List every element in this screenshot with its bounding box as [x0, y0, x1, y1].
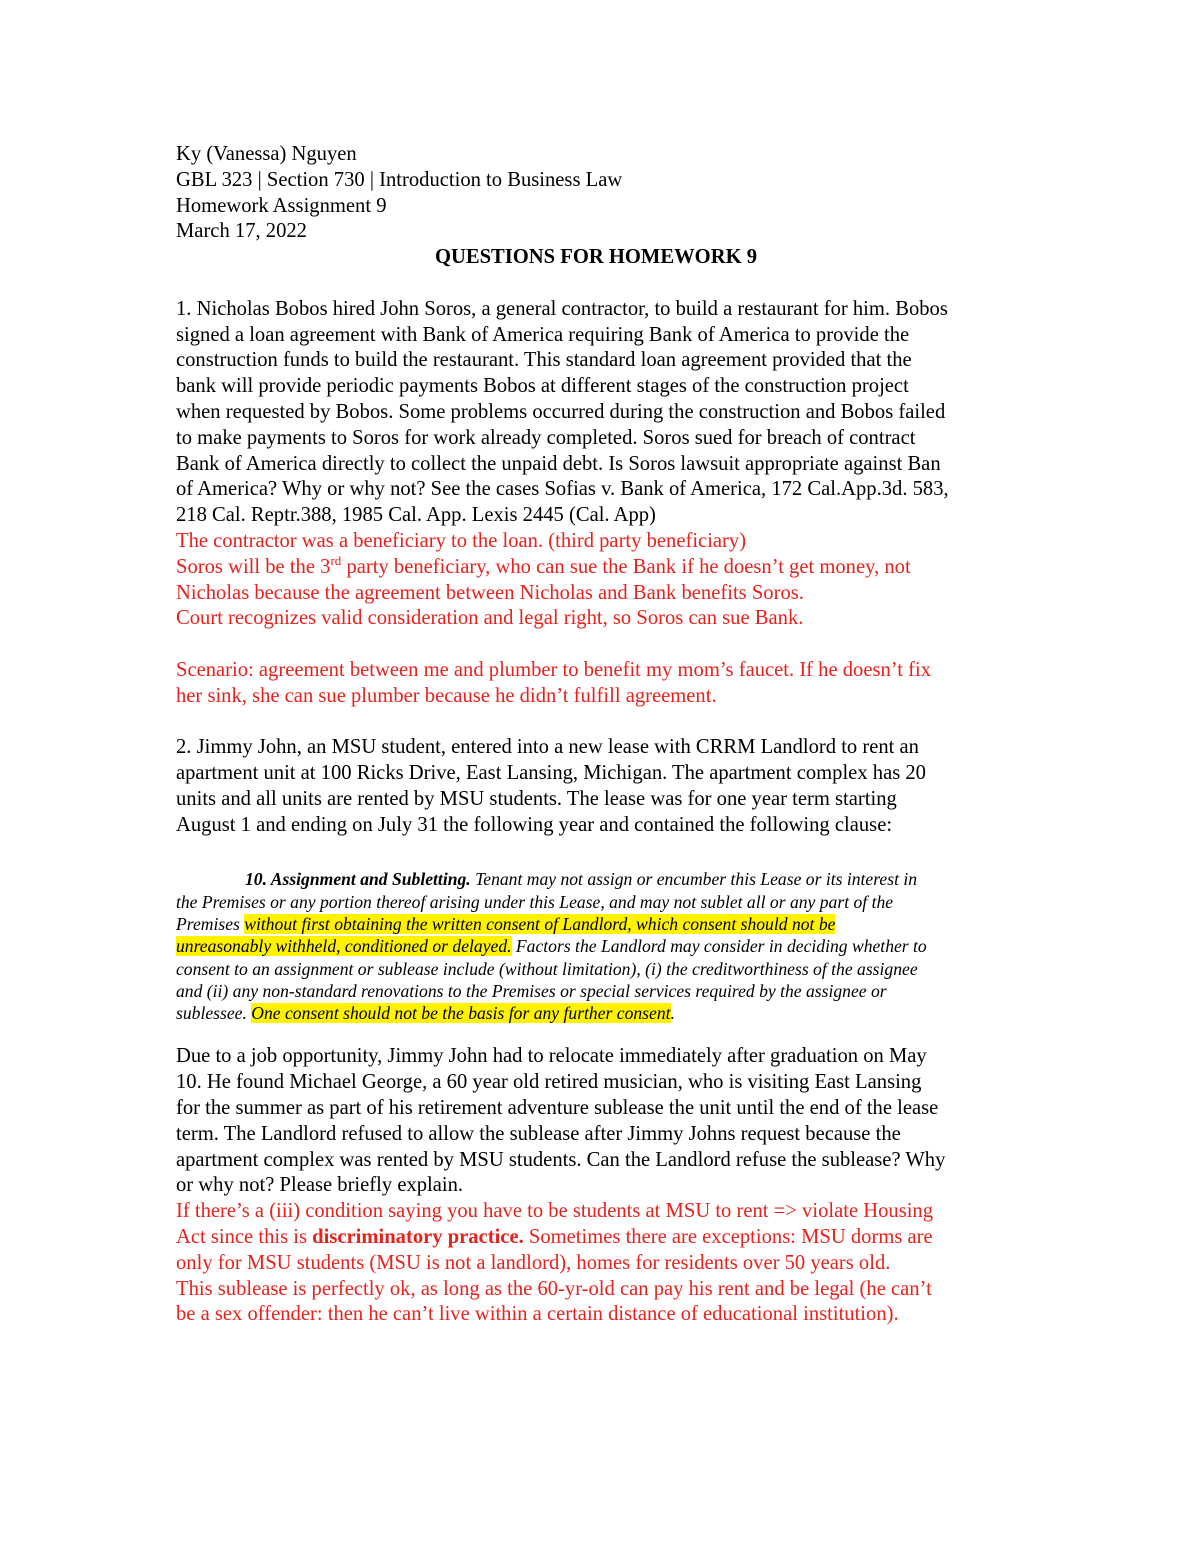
question-line: apartment complex was rented by MSU students. Can the Landlord refuse the sublease? Why	[176, 1148, 946, 1171]
answer-line: This sublease is perfectly ok, as long as the 60-yr-old can pay his rent and be legal (he can’t	[176, 1277, 932, 1300]
question-line: units and all units are rented by MSU students. The lease was for one year term starting	[176, 787, 897, 810]
highlighted-text: without first obtaining the written consent of Landlord, which consent should not be	[244, 913, 836, 934]
question-line: for the summer as part of his retirement adventure sublease the unit until the end of the lease	[176, 1096, 939, 1119]
clause-heading: 10. Assignment and Subletting.	[245, 869, 471, 890]
answer-line: be a sex offender: then he can’t live within a certain distance of educational institution).	[176, 1303, 899, 1326]
answer-line: If there’s a (iii) condition saying you have to be students at MSU to rent => violate Housing	[176, 1200, 934, 1223]
question-line: bank will provide periodic payments Bobos at different stages of the construction project	[176, 375, 909, 398]
highlighted-text: One consent should not be the basis for any further consent	[251, 1003, 671, 1024]
lease-clause: 10. Assignment and Subletting. Tenant may not assign or encumber this Lease or its interest in the Premises or any portion thereof arising under this Lease, and may not sublet all or any part of the Premises without first obtaining the written consent of Landlord, which consent should not be unreasonably withheld, conditioned or delayed. Factors the Landlord may consider in deciding whether to consent to an assignment or sublease include (without limitation), (i) the creditworthiness of the assignee and (ii) any non-standard renovations to the Premises or special services required by the assignee or sublessee. One consent should not be the basis for any further consent.	[176, 869, 927, 1024]
course-info: GBL 323 | Section 730 | Introduction to Business Law	[176, 168, 623, 191]
question-line: 218 Cal. Reptr.388, 1985 Cal. App. Lexis 2445 (Cal. App)	[176, 504, 656, 527]
question-line: August 1 and ending on July 31 the following year and contained the following clause:	[176, 813, 893, 836]
question-line: term. The Landlord refused to allow the sublease after Jimmy Johns request because the	[176, 1122, 901, 1145]
document-title: QUESTIONS FOR HOMEWORK 9	[434, 246, 758, 269]
question-1	[176, 297, 1036, 529]
answer-line: Act since this is discriminatory practice. Sometimes there are exceptions: MSU dorms are	[176, 1225, 933, 1248]
question-line: 1. Nicholas Bobos hired John Soros, a general contractor, to build a restaurant for him. Bobos	[176, 297, 948, 320]
answer-line: Nicholas because the agreement between Nicholas and Bank benefits Soros.	[176, 581, 804, 604]
question-line: construction funds to build the restaurant. This standard loan agreement provided that the	[176, 349, 912, 372]
scenario-line: her sink, she can sue plumber because he didn’t fulfill agreement.	[176, 684, 717, 707]
question-line: of America? Why or why not? See the cases Sofias v. Bank of America, 172 Cal.App.3d. 583,	[176, 478, 949, 501]
question-line: when requested by Bobos. Some problems occurred during the construction and Bobos failed	[176, 400, 946, 423]
answer-line: The contractor was a beneficiary to the loan. (third party beneficiary)	[176, 529, 747, 552]
answer-line: Soros will be the 3rd party beneficiary, who can sue the Bank if he doesn’t get money, not	[176, 552, 911, 578]
question-line: or why not? Please briefly explain.	[176, 1174, 464, 1197]
question-line: 10. He found Michael George, a 60 year old retired musician, who is visiting East Lansing	[176, 1071, 922, 1094]
question-line: Due to a job opportunity, Jimmy John had to relocate immediately after graduation on May	[176, 1045, 927, 1068]
student-name: Ky (Vanessa) Nguyen	[176, 143, 357, 165]
question-line: Bank of America directly to collect the unpaid debt. Is Soros lawsuit appropriate against Ban	[176, 452, 941, 475]
question-line: to make payments to Soros for work already completed. Soros sued for breach of contract	[176, 426, 916, 449]
assignment-name: Homework Assignment 9	[176, 194, 387, 217]
question-line: 2. Jimmy John, an MSU student, entered into a new lease with CRRM Landlord to rent an	[176, 736, 919, 759]
highlighted-text: unreasonably withheld, conditioned or delayed.	[176, 936, 512, 957]
answer-2	[176, 1199, 1036, 1328]
question-2-body	[176, 1044, 1036, 1199]
assignment-date: March 17, 2022	[176, 220, 307, 243]
scenario-line: Scenario: agreement between me and plumber to benefit my mom’s faucet. If he doesn’t fix	[176, 658, 932, 681]
question-2	[176, 735, 1036, 838]
answer-1	[176, 529, 1036, 710]
answer-line: Court recognizes valid consideration and legal right, so Soros can sue Bank.	[176, 607, 804, 630]
document-body	[176, 142, 1036, 1328]
answer-line: only for MSU students (MSU is not a landlord), homes for residents over 50 years old.	[176, 1251, 891, 1274]
question-line: apartment unit at 100 Ricks Drive, East Lansing, Michigan. The apartment complex has 20	[176, 762, 926, 785]
question-line: signed a loan agreement with Bank of America requiring Bank of America to provide the	[176, 323, 910, 346]
header-block	[176, 142, 1036, 245]
